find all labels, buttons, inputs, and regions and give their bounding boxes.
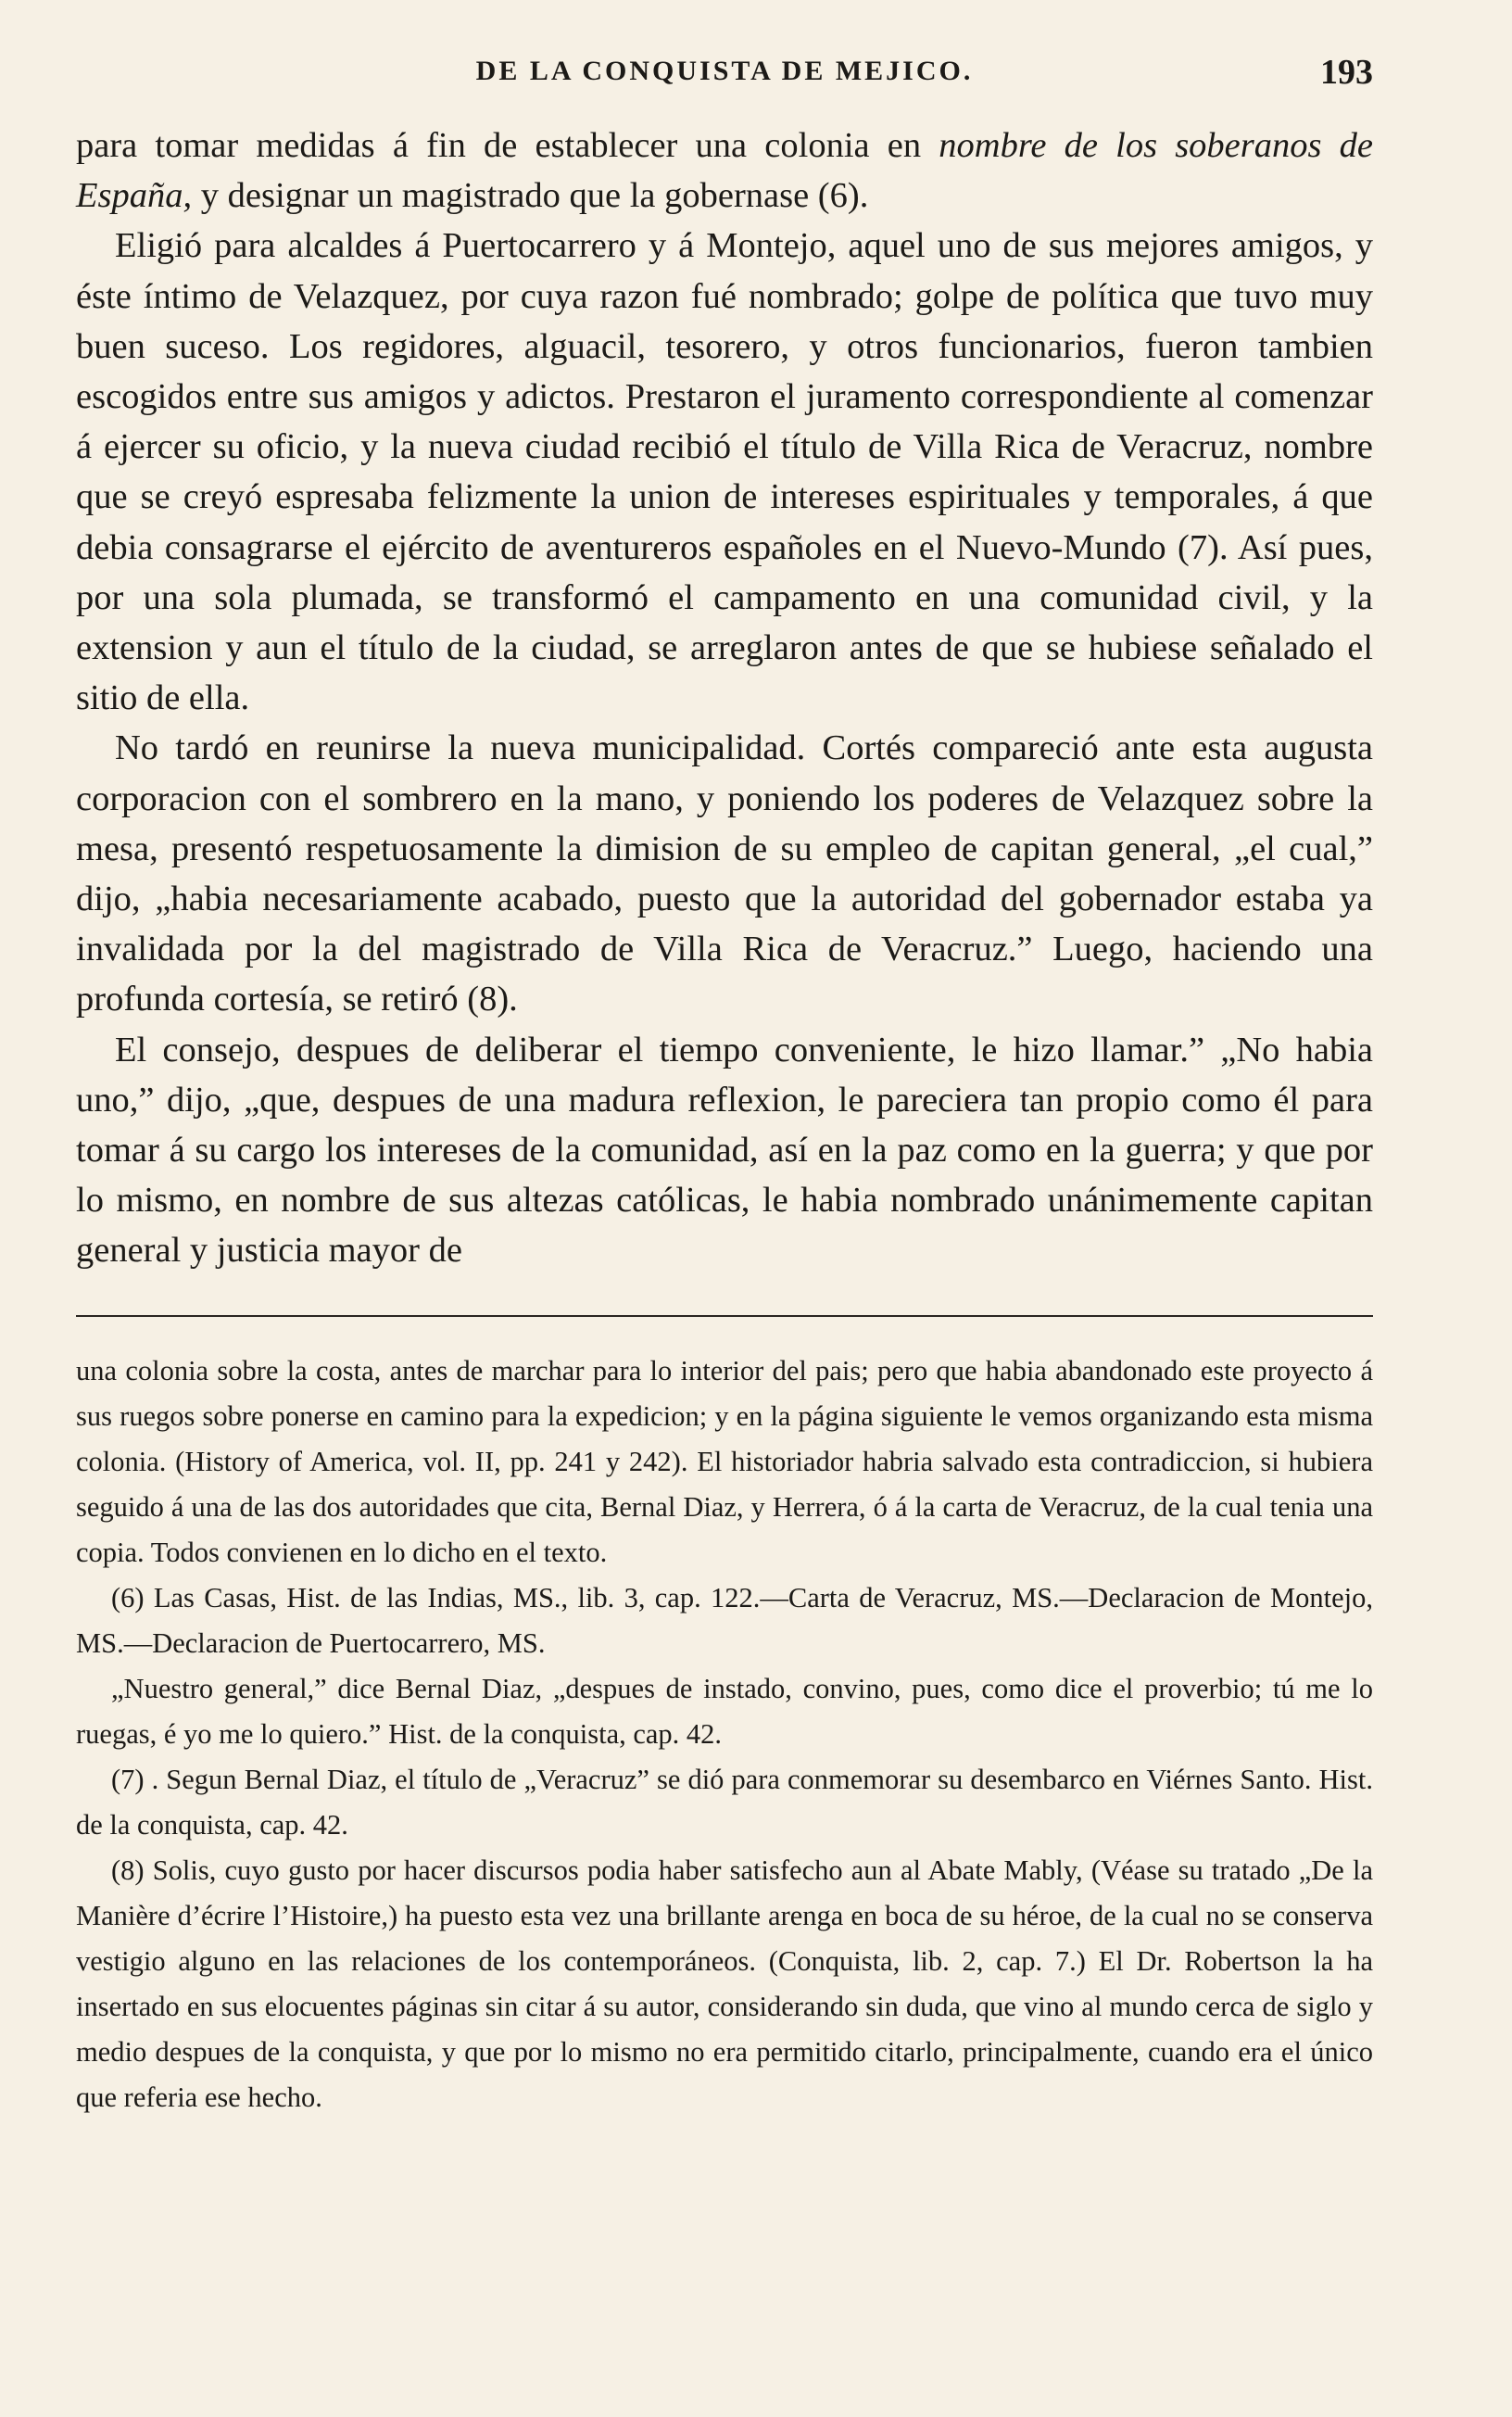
running-title: DE LA CONQUISTA DE MEJICO. (475, 56, 974, 86)
page-header (76, 53, 1373, 120)
paragraph-1-start: para tomar medidas á fin de establecer una colonia en (76, 126, 939, 165)
paragraph-3: No tardó en reunirse la nueva municipalidad. Cortés compareció ante esta augusta corporacion con el sombrero en la mano, y poniendo los poderes de Velazquez sobre la mesa, presentó respetuosamente la dimision de su empleo de capitan general, „el cual,” dijo, „habia necesariamente acabado, puesto que la autoridad del gobernador estaba ya invalidada por la del magistrado de Villa Rica de Veracruz.” Luego, haciendo una profunda cortesía, se retiró (8). (76, 728, 1373, 1019)
main-text (76, 120, 1373, 1276)
paragraph-1 (76, 120, 1373, 221)
footnote-continuation: una colonia sobre la costa, antes de marchar para lo interior del pais; pero que habia abandonado este proyecto á sus ruegos sobre ponerse en camino para la expedicion; y en la página siguiente le vemos organizando esta misma colonia. (History of America, vol. II, pp. 241 y 242). El historiador habria salvado esta contradiccion, si hubiera seguido á una de las dos autoridades que cita, Bernal Diaz, y Herrera, ó á la carta de Veracruz, de la cual tenia una copia. Todos convienen en lo dicho en el texto. (76, 1354, 1373, 1568)
page-number: 193 (1320, 53, 1373, 92)
footnote-8: (8) Solis, cuyo gusto por hacer discursos podia haber satisfecho aun al Abate Mably, (Véase su tratado „De la Manière d’écrire l’Histoire,) ha puesto esta vez una brillante arenga en boca de su héroe, de la cual no se conserva vestigio alguno en las relaciones de los contemporáneos. (Conquista, lib. 2, cap. 7.) El Dr. Robertson la ha insertado en sus elocuentes páginas sin citar á su autor, considerando sin duda, que vino al mundo cerca de siglo y medio despues de la conquista, y que por lo mismo no era permitido citarlo, principalmente, cuando era el único que referia ese hecho. (76, 1854, 1373, 2113)
paragraph-1-end: y designar un magistrado que la gobernase (6). (192, 176, 869, 216)
paragraph-4: El consejo, despues de deliberar el tiempo conveniente, le hizo llamar.” „No habia uno,” dijo, „que, despues de una madura reflexion, le pareciera tan propio como él para tomar á su cargo los intereses de la comunidad, así en la paz como en la guerra; y que por lo mismo, en nombre de sus altezas católicas, le habia nombrado unánimemente capitan general y justicia mayor de (76, 1030, 1373, 1271)
footnote-divider (76, 1315, 1373, 1317)
paragraph-2: Eligió para alcaldes á Puertocarrero y á Montejo, aquel uno de sus mejores amigos, y éste íntimo de Velazquez, por cuya razon fué nombrado; golpe de política que tuvo muy buen suceso. Los regidores, alguacil, tesorero, y otros funcionarios, fueron tambien escogidos entre sus amigos y adictos. Prestaron el juramento correspondiente al comenzar á ejercer su oficio, y la nueva ciudad recibió el título de Villa Rica de Veracruz, nombre que se creyó espresaba felizmente la union de intereses espirituales y temporales, á que debia consagrarse el ejército de aventureros españoles en el Nuevo-Mundo (7). Así pues, por una sola plumada, se transformó el campamento en una comunidad civil, y la extension y aun el título de la ciudad, se arreglaron antes de que se hubiese señalado el sitio de ella. (76, 226, 1373, 718)
footnote-7: (7) . Segun Bernal Diaz, el título de „Veracruz” se dió para conmemorar su desembarco en Viérnes Santo. Hist. de la conquista, cap. 42. (76, 1763, 1373, 1841)
footnote-6-quote: „Nuestro general,” dice Bernal Diaz, „despues de instado, convino, pues, como dice el proverbio; tú me lo ruegas, é yo me lo quiero.” Hist. de la conquista, cap. 42. (76, 1672, 1373, 1750)
footnote-6: (6) Las Casas, Hist. de las Indias, MS., lib. 3, cap. 122.—Carta de Veracruz, MS.—Declaracion de Montejo, MS.—Declaracion de Puertocarrero, MS. (76, 1581, 1373, 1659)
footnotes (76, 1348, 1373, 2120)
paragraph-1-italic: nombre de los soberanos de España, (76, 126, 1373, 216)
